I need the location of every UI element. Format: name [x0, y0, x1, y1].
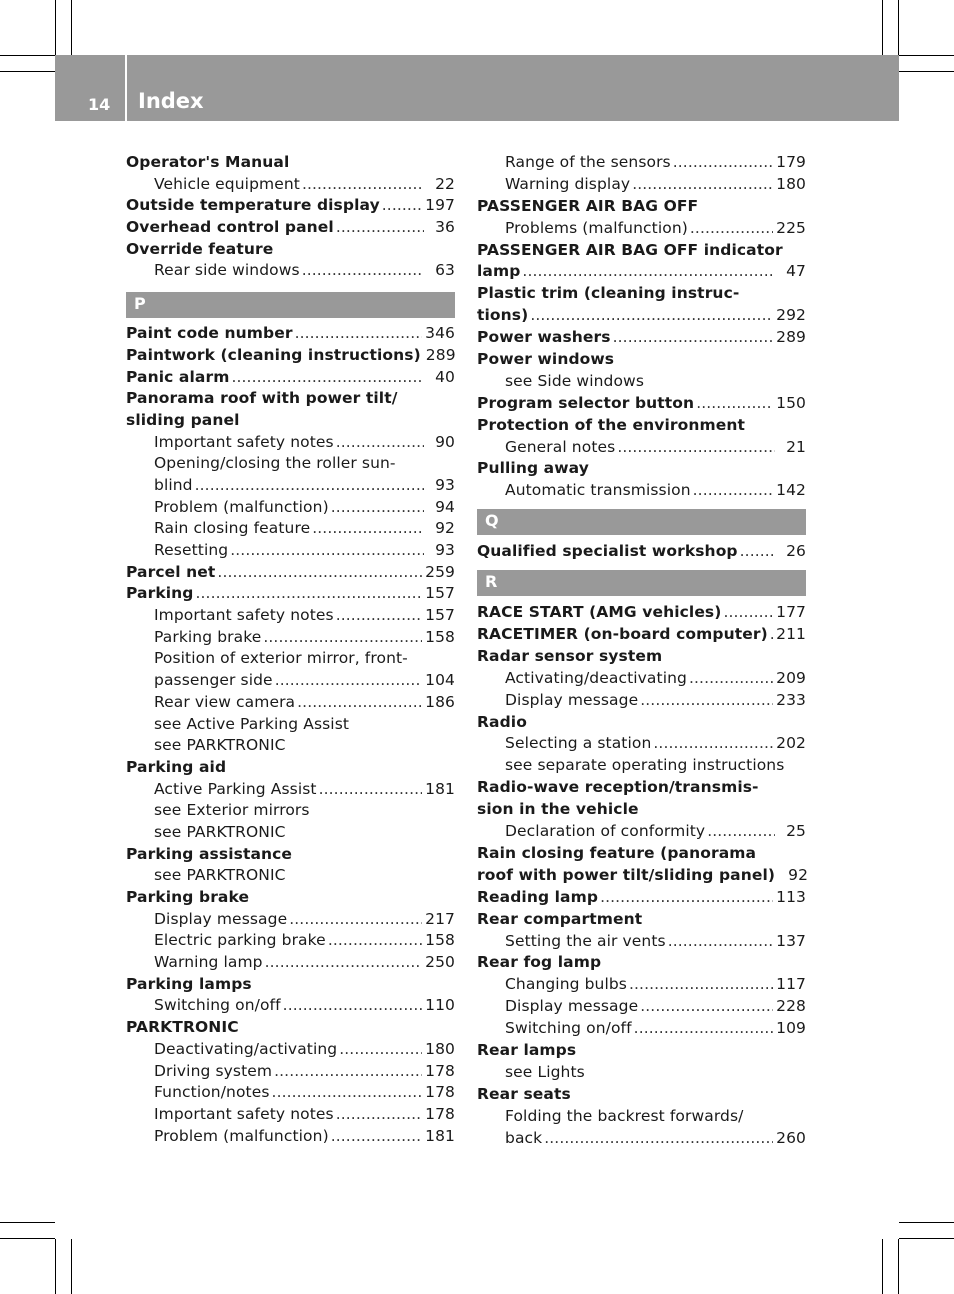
dot-leader	[530, 305, 773, 327]
entry-text: Problem (malfunction)	[154, 1126, 329, 1145]
page-reference: 186	[425, 692, 455, 711]
page-reference: 180	[776, 174, 806, 193]
page-reference: 157	[425, 584, 455, 603]
entry-text: Paint code number	[126, 324, 293, 343]
dot-leader	[302, 260, 424, 282]
index-subentry	[126, 779, 455, 801]
page-title: Index	[138, 89, 204, 113]
entry-text: passenger side	[154, 671, 273, 690]
entry-text: Parking lamps	[126, 974, 252, 993]
entry-text: Parking brake	[126, 888, 250, 906]
dot-leader	[689, 668, 773, 690]
dot-leader	[600, 887, 773, 909]
dot-leader	[336, 1104, 422, 1126]
index-subentry	[126, 432, 455, 454]
index-entry	[126, 974, 455, 996]
index-subentry	[477, 174, 806, 196]
entry-text: sliding panel	[126, 410, 240, 429]
page-reference: 225	[776, 218, 806, 237]
entry-text: Vehicle equipment	[154, 174, 300, 193]
entry-text: Active Parking Assist	[154, 779, 317, 798]
entry-text: Warning lamp	[154, 953, 263, 972]
entry-text: Rear lamps	[477, 1040, 577, 1059]
page-reference: 209	[776, 668, 806, 687]
dot-leader	[336, 217, 424, 239]
entry-text: Deactivating/activating	[154, 1039, 338, 1058]
entry-text: see Side windows	[505, 371, 645, 390]
page-reference: 150	[776, 393, 806, 412]
index-entry	[477, 415, 806, 437]
page-reference: 233	[776, 690, 806, 709]
entry-text: Radio-wave reception/transmis-	[477, 778, 759, 797]
index-entry	[477, 865, 809, 887]
index-subentry	[126, 952, 455, 974]
index-entry	[126, 239, 455, 261]
index-entry	[477, 799, 806, 821]
page-reference: 178	[425, 1061, 455, 1080]
dot-leader	[283, 995, 422, 1017]
dot-leader	[328, 930, 422, 952]
entry-text: Reading lamp	[477, 887, 599, 906]
index-subentry	[477, 974, 806, 996]
index-subentry	[477, 1106, 806, 1128]
entry-text: see PARKTRONIC	[154, 866, 286, 885]
entry-text: Radio	[477, 712, 527, 731]
entry-text: Warning display	[505, 174, 631, 193]
dot-leader	[265, 952, 423, 974]
index-entry	[126, 323, 455, 345]
dot-leader	[295, 323, 423, 345]
crop-mark	[899, 1222, 954, 1223]
page-reference: 202	[776, 734, 806, 753]
index-entry	[126, 152, 455, 174]
crop-mark	[882, 0, 883, 55]
dot-leader	[632, 174, 773, 196]
page-reference: 109	[776, 1019, 806, 1038]
entry-text: see PARKTRONIC	[154, 822, 286, 841]
page-reference: 40	[435, 367, 455, 386]
index-column-left	[126, 152, 455, 1147]
entry-text: Position of exterior mirror, front-	[154, 649, 408, 668]
entry-text: Pulling away	[477, 459, 589, 478]
index-entry	[477, 712, 806, 734]
entry-text: blind	[154, 475, 193, 494]
entry-text: Panic alarm	[126, 367, 230, 386]
index-subentry	[126, 714, 455, 736]
crop-mark	[882, 1239, 883, 1294]
dot-leader	[289, 909, 422, 931]
entry-text: Rear view camera	[154, 692, 296, 711]
page-reference: 63	[435, 261, 455, 280]
page-number: 14	[88, 95, 111, 114]
index-entry	[477, 1040, 806, 1062]
page-reference: 211	[776, 625, 806, 644]
entry-text: Program selector button	[477, 393, 695, 412]
entry-text: Important safety notes	[154, 1104, 334, 1123]
page-header	[55, 55, 899, 121]
dot-leader	[707, 821, 775, 843]
page-reference: 110	[425, 996, 455, 1015]
entry-text: General notes	[505, 437, 616, 456]
index-entry	[477, 541, 806, 563]
entry-text: see Exterior mirrors	[154, 801, 310, 820]
crop-mark	[71, 1239, 72, 1294]
index-subentry	[477, 733, 806, 755]
dot-leader	[673, 152, 773, 174]
page-reference: 93	[435, 541, 455, 559]
entry-text: see Lights	[505, 1062, 585, 1081]
page-reference: 179	[776, 153, 806, 171]
page-reference: 93	[435, 475, 455, 494]
page-reference: 197	[425, 196, 455, 215]
page-reference: 158	[425, 627, 455, 646]
index-entry	[126, 757, 455, 779]
index-entry	[126, 217, 455, 239]
crop-mark	[0, 1238, 55, 1239]
crop-mark	[898, 0, 899, 55]
dot-leader	[331, 1126, 422, 1148]
dot-leader	[617, 437, 775, 459]
index-entry	[477, 196, 806, 218]
page-reference: 292	[776, 306, 806, 325]
entry-text: Parking aid	[126, 757, 227, 776]
index-subentry	[126, 1082, 455, 1104]
crop-mark	[898, 1239, 899, 1294]
index-column-right	[477, 152, 809, 1149]
index-entry	[477, 887, 806, 909]
index-entry	[477, 646, 806, 668]
page-reference: 47	[786, 262, 806, 281]
page-reference: 157	[425, 606, 455, 625]
entry-text: back	[505, 1128, 543, 1147]
entry-text: Protection of the environment	[477, 415, 746, 434]
dot-leader	[544, 1128, 773, 1150]
crop-mark	[899, 71, 954, 72]
page-reference: 137	[776, 931, 806, 950]
index-entry	[477, 349, 806, 371]
entry-text: Display message	[154, 909, 288, 928]
dot-leader	[740, 541, 775, 563]
entry-text: Operator's Manual	[126, 153, 290, 171]
index-subentry	[126, 670, 455, 692]
index-entry	[477, 327, 806, 349]
index-entry	[477, 240, 806, 262]
index-subentry	[126, 909, 455, 931]
index-entry	[477, 777, 806, 799]
header-divider	[125, 55, 127, 121]
entry-text: Panorama roof with power tilt/	[126, 389, 398, 408]
page-reference: 117	[776, 975, 806, 994]
entry-text: Activating/deactivating	[505, 668, 687, 687]
dot-leader	[319, 779, 423, 801]
entry-text: Power windows	[477, 350, 615, 369]
entry-text: Qualified specialist workshop	[477, 542, 738, 561]
entry-text: Electric parking brake	[154, 931, 326, 950]
index-subentry	[126, 995, 455, 1017]
page-reference: 26	[786, 542, 806, 561]
index-subentry	[126, 475, 455, 497]
index-subentry	[126, 518, 455, 540]
entry-text: Parking brake	[154, 627, 262, 646]
page-reference: 217	[425, 909, 455, 928]
entry-text: Setting the air vents	[505, 931, 666, 950]
dot-leader	[382, 195, 422, 217]
entry-text: Rain closing feature (panorama	[477, 843, 757, 862]
index-entry	[477, 261, 806, 283]
entry-text: Important safety notes	[154, 606, 334, 625]
entry-text: Overhead control panel	[126, 218, 334, 237]
entry-text: Rear fog lamp	[477, 953, 602, 972]
dot-leader	[634, 1018, 773, 1040]
index-subentry	[126, 260, 455, 282]
index-subentry	[126, 497, 455, 519]
page-reference: 178	[425, 1104, 455, 1123]
index-entry	[126, 844, 455, 866]
index-subentry	[126, 174, 455, 196]
index-subentry	[477, 821, 806, 843]
dot-leader	[696, 393, 773, 415]
entry-text: Resetting	[154, 541, 229, 559]
page-reference: 259	[425, 562, 455, 581]
page-reference: 21	[786, 437, 806, 456]
index-subentry	[477, 218, 806, 240]
page-reference: 92	[788, 865, 809, 884]
entry-text: Important safety notes	[154, 432, 334, 451]
dot-leader	[274, 1061, 422, 1083]
index-entry	[477, 458, 806, 480]
index-subentry	[126, 1126, 455, 1148]
entry-text: tions)	[477, 306, 529, 325]
dot-leader	[297, 692, 422, 714]
dot-leader	[196, 583, 423, 605]
index-entry	[477, 602, 806, 624]
index-entry	[477, 843, 806, 865]
crop-mark	[0, 55, 55, 56]
index-subentry	[477, 371, 806, 393]
dot-leader	[336, 605, 422, 627]
entry-text: see Active Parking Assist	[154, 714, 350, 733]
dot-leader	[770, 624, 773, 646]
index-subentry	[477, 931, 806, 953]
crop-mark	[899, 1238, 954, 1239]
dot-leader	[263, 627, 422, 649]
index-subentry	[477, 668, 806, 690]
index-entry	[126, 195, 455, 217]
page-reference: 289	[776, 328, 806, 347]
crop-mark	[0, 71, 55, 72]
index-subentry	[477, 480, 806, 502]
index-subentry	[477, 152, 806, 174]
entry-text: Rear compartment	[477, 909, 643, 928]
page-reference: 260	[776, 1128, 806, 1147]
section-header: Q	[477, 509, 806, 535]
index-entry	[477, 283, 806, 305]
entry-text: roof with power tilt/sliding panel)	[477, 865, 776, 884]
entry-text: Rain closing feature	[154, 519, 311, 538]
index-entry	[126, 388, 455, 410]
entry-text: Selecting a station	[505, 734, 652, 753]
dot-leader	[195, 475, 424, 497]
index-subentry	[126, 692, 455, 714]
index-entry	[477, 909, 806, 931]
index-entry	[126, 583, 455, 605]
index-entry	[126, 410, 455, 432]
entry-text: lamp	[477, 262, 521, 281]
dot-leader	[653, 733, 773, 755]
entry-text: Problem (malfunction)	[154, 497, 329, 516]
dot-leader	[275, 670, 422, 692]
index-entry	[126, 887, 455, 909]
dot-leader	[302, 174, 424, 196]
index-subentry	[126, 648, 455, 670]
index-subentry	[126, 605, 455, 627]
dot-leader	[217, 562, 422, 584]
index-subentry	[477, 690, 806, 712]
entry-text: Problems (malfunction)	[505, 218, 688, 237]
entry-text: Rear side windows	[154, 261, 300, 280]
entry-text: Automatic transmission	[505, 481, 691, 500]
entry-text: Rear seats	[477, 1084, 571, 1103]
entry-text: Switching on/off	[154, 996, 281, 1015]
index-subentry	[477, 437, 806, 459]
index-subentry	[126, 1104, 455, 1126]
crop-mark	[55, 1239, 56, 1294]
page-reference: 158	[425, 931, 455, 950]
index-subentry	[477, 1018, 806, 1040]
index-subentry	[126, 540, 455, 562]
entry-text: Paintwork (cleaning instructions)	[126, 345, 421, 364]
page-reference: 178	[425, 1083, 455, 1102]
crop-mark	[0, 1222, 55, 1223]
entry-text: RACETIMER (on-board computer)	[477, 625, 768, 644]
page-reference: 94	[435, 497, 455, 516]
entry-text: Opening/closing the roller sun-	[154, 454, 396, 473]
page-reference: 113	[776, 887, 806, 906]
dot-leader	[668, 931, 773, 953]
page-reference: 142	[776, 481, 806, 500]
section-header: R	[477, 570, 806, 596]
entry-text: Switching on/off	[505, 1019, 632, 1038]
entry-text: Parcel net	[126, 562, 216, 581]
index-entry	[477, 1084, 806, 1106]
index-entry	[126, 367, 455, 389]
dot-leader	[339, 1039, 422, 1061]
page-reference: 181	[425, 1126, 455, 1145]
entry-text: Driving system	[154, 1061, 273, 1080]
dot-leader	[272, 1082, 423, 1104]
section-header: P	[126, 292, 455, 318]
entry-text: Override feature	[126, 239, 274, 258]
page-reference: 36	[435, 218, 455, 237]
crop-mark	[55, 0, 56, 55]
page-reference: 22	[435, 174, 455, 193]
index-subentry	[477, 996, 806, 1018]
page-reference: 250	[425, 953, 455, 972]
index-entry	[126, 562, 455, 584]
page-reference: 90	[435, 432, 455, 451]
entry-text: Outside temperature display	[126, 196, 380, 215]
entry-text: Function/notes	[154, 1083, 270, 1102]
dot-leader	[640, 996, 773, 1018]
entry-text: Plastic trim (cleaning instruc-	[477, 284, 740, 303]
dot-leader	[613, 327, 774, 349]
entry-text: PASSENGER AIR BAG OFF	[477, 196, 699, 215]
entry-text: sion in the vehicle	[477, 800, 639, 819]
page-reference: 181	[425, 779, 455, 798]
page-reference: 346	[425, 324, 455, 343]
dot-leader	[690, 218, 773, 240]
index-entry	[477, 393, 806, 415]
entry-text: Changing bulbs	[505, 975, 627, 994]
entry-text: RACE START (AMG vehicles)	[477, 603, 722, 622]
dot-leader	[723, 602, 773, 624]
entry-text: Display message	[505, 690, 639, 709]
index-entry	[126, 1017, 455, 1039]
entry-text: Display message	[505, 997, 639, 1016]
index-subentry	[477, 1128, 806, 1150]
index-subentry	[126, 1039, 455, 1061]
dot-leader	[522, 261, 775, 283]
index-subentry	[126, 1061, 455, 1083]
index-entry	[477, 305, 806, 327]
entry-text: PASSENGER AIR BAG OFF indicator	[477, 240, 783, 259]
entry-text: PARKTRONIC	[126, 1018, 239, 1037]
page-reference: 92	[435, 519, 455, 538]
page-reference: 25	[786, 822, 806, 841]
dot-leader	[640, 690, 773, 712]
index-subentry	[126, 865, 455, 887]
crop-mark	[71, 0, 72, 55]
dot-leader	[693, 480, 773, 502]
index-entry	[126, 345, 455, 367]
index-subentry	[126, 800, 455, 822]
entry-text: Radar sensor system	[477, 646, 663, 665]
entry-text: Declaration of conformity	[505, 822, 706, 841]
entry-text: Range of the sensors	[505, 153, 671, 171]
dot-leader	[230, 540, 424, 562]
entry-text: see separate operating instructions	[505, 756, 785, 775]
entry-text: Folding the backrest forwards/	[505, 1106, 744, 1125]
index-entry	[477, 624, 806, 646]
dot-leader	[312, 518, 424, 540]
page-reference: 228	[776, 997, 806, 1016]
index-subentry	[126, 822, 455, 844]
page-reference: 104	[425, 671, 455, 690]
page-reference: 289	[425, 345, 456, 364]
index-entry	[477, 952, 806, 974]
page-reference: 180	[425, 1039, 455, 1058]
index-subentry	[126, 453, 455, 475]
index-subentry	[477, 1062, 806, 1084]
entry-text: Power washers	[477, 328, 611, 347]
entry-text: Parking assistance	[126, 844, 293, 863]
entry-text: Parking	[126, 584, 194, 603]
crop-mark	[899, 55, 954, 56]
dot-leader	[331, 497, 424, 519]
dot-leader	[629, 974, 773, 996]
dot-leader	[336, 432, 424, 454]
entry-text: see PARKTRONIC	[154, 736, 286, 755]
dot-leader	[231, 367, 424, 389]
index-subentry	[477, 755, 806, 777]
page-reference: 177	[776, 603, 806, 622]
index-subentry	[126, 735, 455, 757]
index-subentry	[126, 930, 455, 952]
index-subentry	[126, 627, 455, 649]
